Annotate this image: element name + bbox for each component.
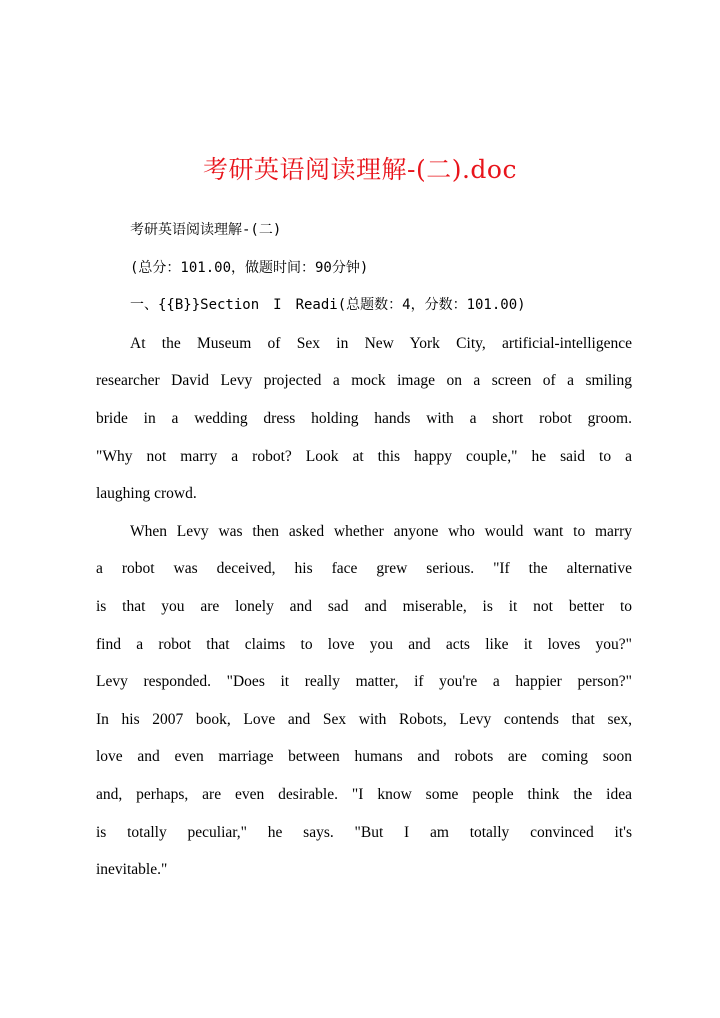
paragraph-line: "Why not marry a robot? Look at this happy couple," he said to a (96, 447, 632, 465)
paragraph-line: researcher David Levy projected a mock image on a screen of a smiling (96, 372, 632, 390)
paragraph-2 (96, 513, 632, 889)
paragraph-line: Levy responded. "Does it really matter, if you're a happier person?" (96, 673, 632, 691)
paragraph-1 (96, 325, 632, 513)
paragraph-line: a robot was deceived, his face grew serious. "If the alternative (96, 560, 632, 578)
paragraph-line: find a robot that claims to love you and acts like it loves you?" (96, 635, 632, 653)
paragraph-line: When Levy was then asked whether anyone who would want to marry (130, 522, 632, 540)
paragraph-line: bride in a wedding dress holding hands with a short robot groom. (96, 409, 632, 427)
document-title: 考研英语阅读理解-(二).doc (203, 155, 517, 184)
meta-line-section: 一、{{B}}Section I Readi(总题数：4，分数：101.00) (130, 297, 526, 314)
paragraph-line: love and even marriage between humans and robots are coming soon (96, 748, 632, 766)
paragraph-line: laughing crowd. (96, 485, 197, 503)
paragraph-line: inevitable." (96, 861, 168, 879)
paragraph-line: is totally peculiar," he says. "But I am totally convinced it's (96, 823, 632, 841)
paragraph-line: At the Museum of Sex in New York City, artificial-intelligence (130, 334, 632, 352)
meta-line-score: (总分：101.00，做题时间：90分钟) (130, 259, 369, 276)
paragraph-line: and, perhaps, are even desirable. "I know some people think the idea (96, 785, 632, 803)
paragraph-line: is that you are lonely and sad and miserable, is it not better to (96, 597, 632, 615)
paragraph-line: In his 2007 book, Love and Sex with Robots, Levy contends that sex, (96, 710, 632, 728)
document-body (96, 212, 632, 889)
meta-line-title: 考研英语阅读理解-(二) (130, 222, 282, 238)
